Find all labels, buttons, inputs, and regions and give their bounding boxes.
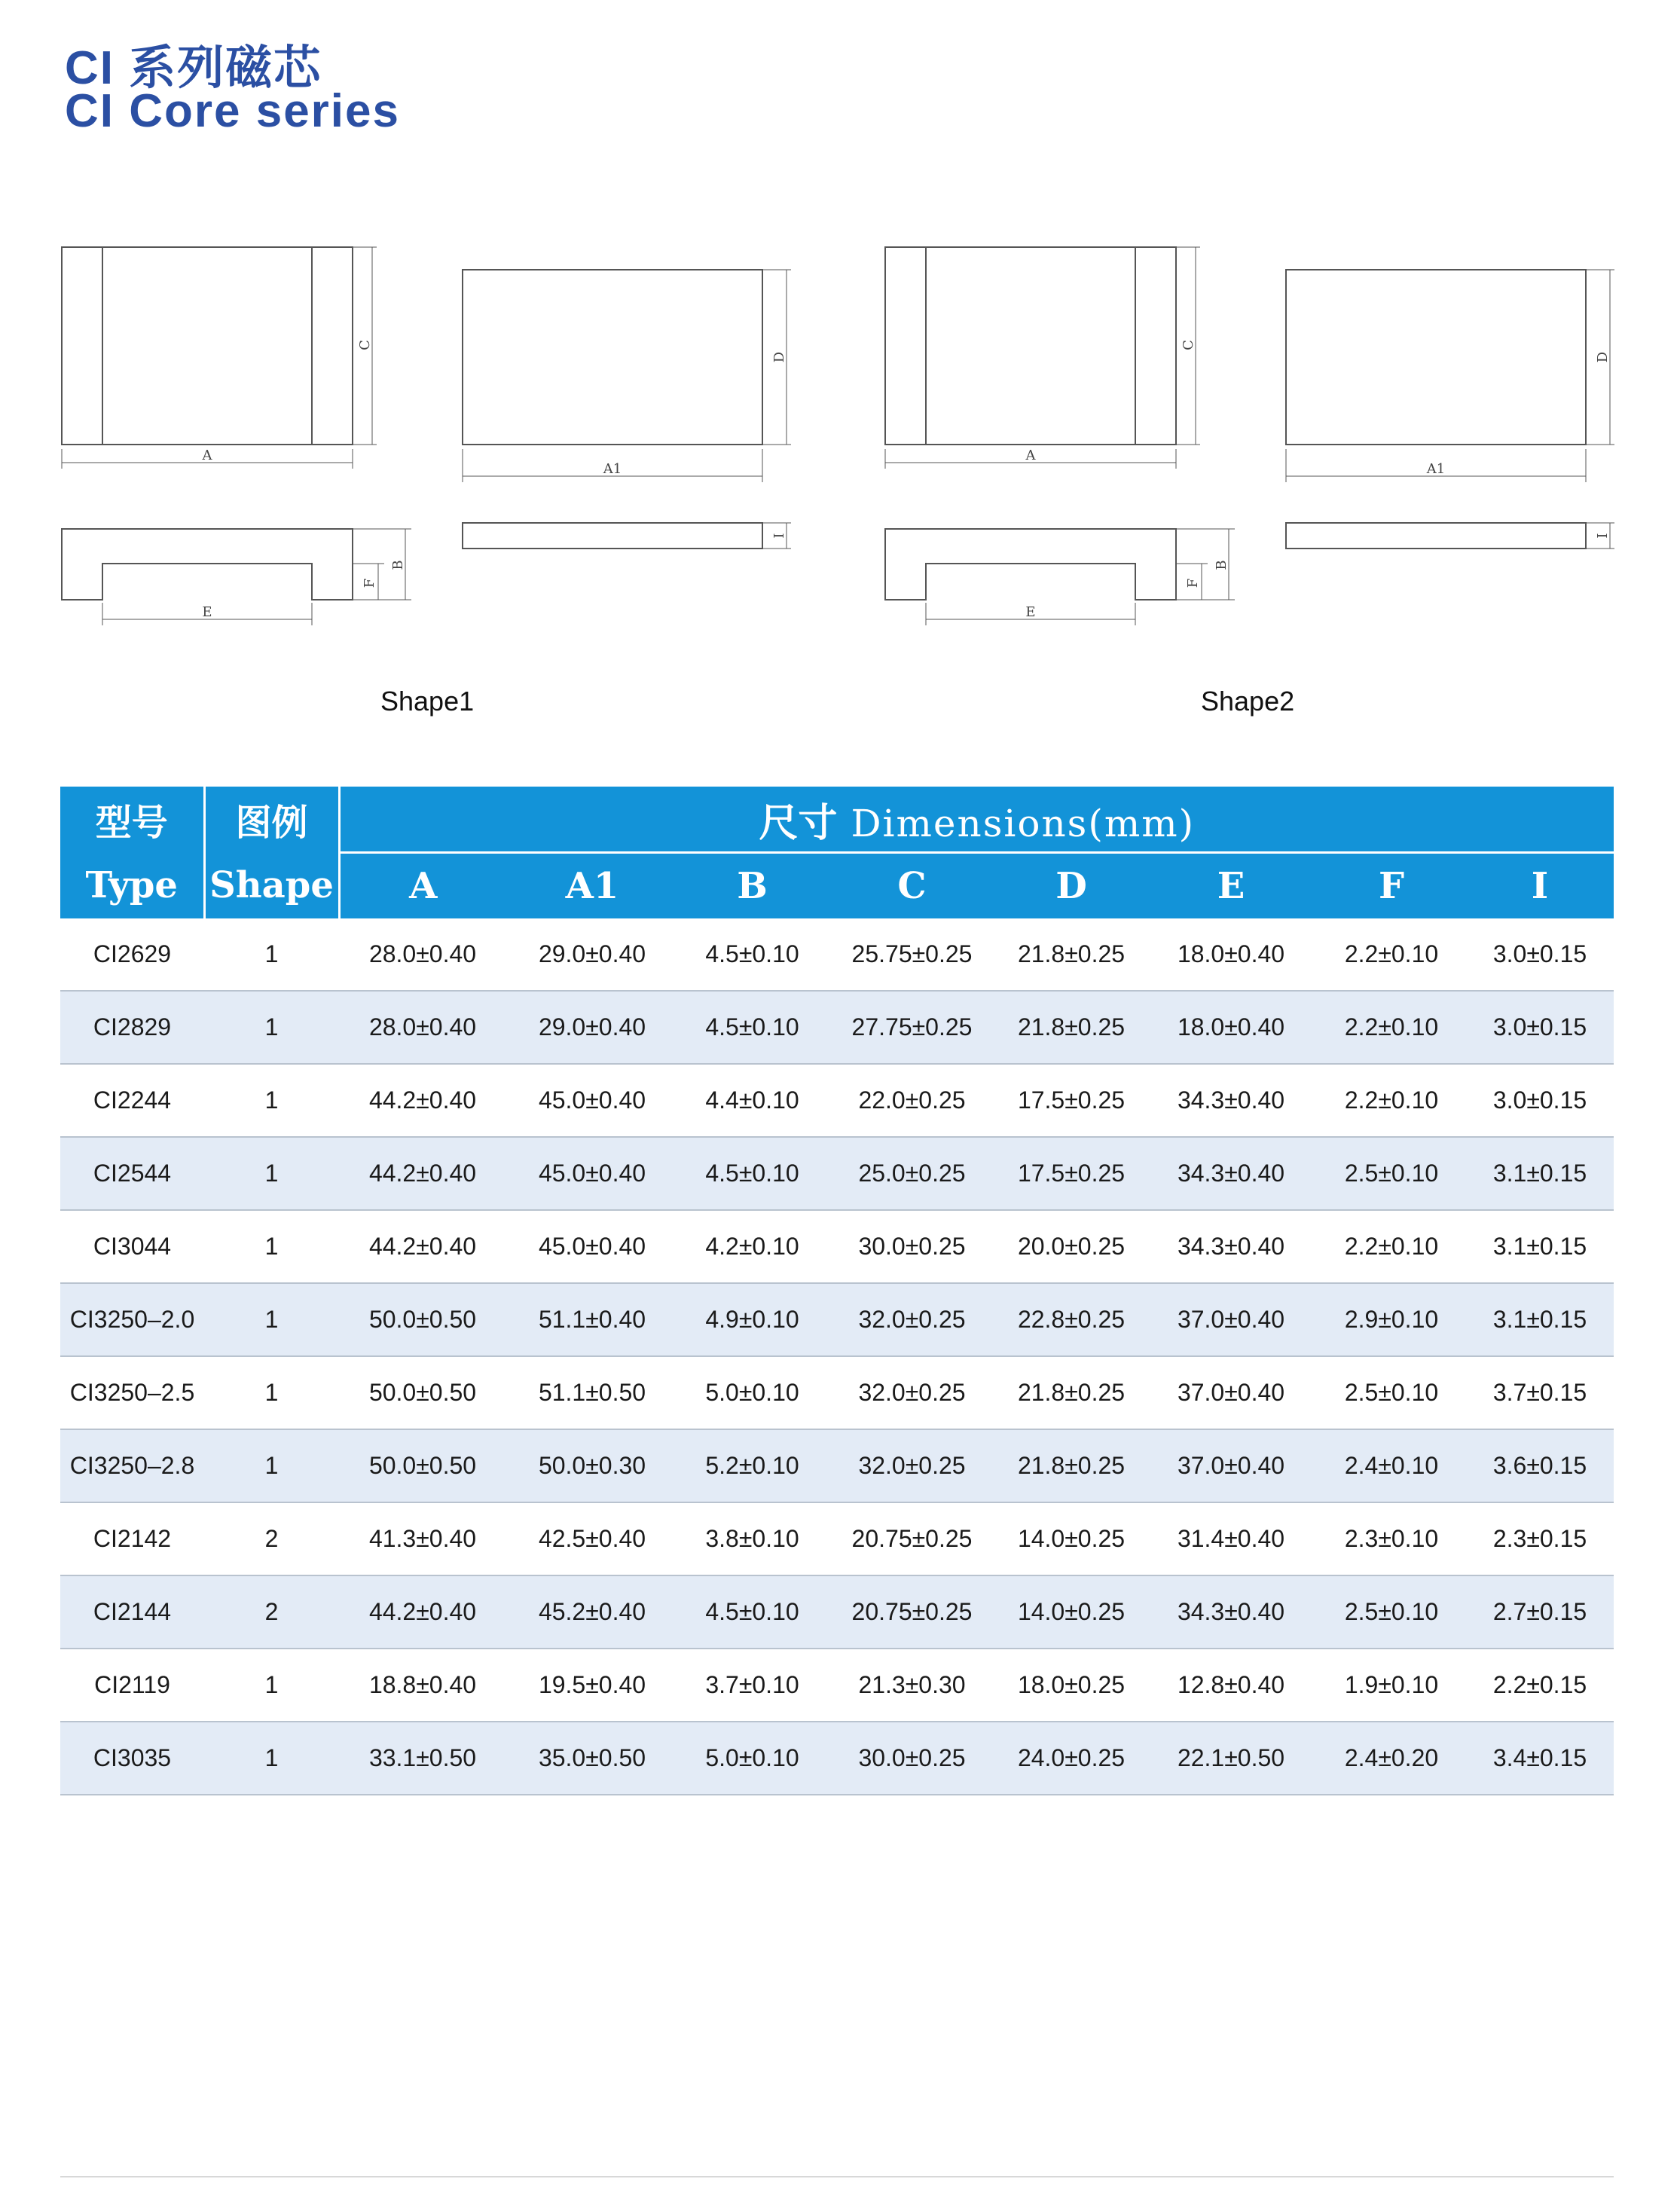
table-cell: CI3044 <box>60 1210 204 1283</box>
table-cell: CI2244 <box>60 1064 204 1137</box>
table-cell: 33.1±0.50 <box>339 1722 506 1795</box>
dim-title-cn: 尺寸 <box>759 799 838 846</box>
table-row <box>60 1064 1614 1137</box>
table-row <box>60 1502 1614 1575</box>
table-cell: 5.0±0.10 <box>678 1722 826 1795</box>
page-title-en: CI Core series <box>65 85 400 137</box>
table-cell: 21.3±0.30 <box>826 1649 997 1722</box>
table-cell: 12.8±0.40 <box>1145 1649 1317 1722</box>
table-cell: 50.0±0.30 <box>506 1429 678 1502</box>
table-cell: 34.3±0.40 <box>1145 1064 1317 1137</box>
table-cell: 5.0±0.10 <box>678 1356 826 1429</box>
table-cell: 4.5±0.10 <box>678 991 826 1064</box>
table-cell: 2 <box>204 1575 339 1649</box>
table-cell: 1 <box>204 1210 339 1283</box>
bottom-rule <box>60 2176 1614 2177</box>
shape1-plate-top <box>463 270 791 482</box>
table-row <box>60 1283 1614 1356</box>
table-cell: 20.75±0.25 <box>826 1575 997 1649</box>
table-cell: 22.8±0.25 <box>997 1283 1145 1356</box>
table-cell: 2.2±0.15 <box>1466 1649 1614 1722</box>
table-row <box>60 1356 1614 1429</box>
table-cell: 3.4±0.15 <box>1466 1722 1614 1795</box>
table-cell: CI2142 <box>60 1502 204 1575</box>
table-body <box>60 918 1614 1795</box>
table-cell: 2 <box>204 1502 339 1575</box>
label-a1: A1 <box>603 461 622 477</box>
table-cell: 5.2±0.10 <box>678 1429 826 1502</box>
table-cell: 2.7±0.15 <box>1466 1575 1614 1649</box>
table-cell: 2.3±0.10 <box>1317 1502 1466 1575</box>
table-row <box>60 1649 1614 1722</box>
shape1-side-view <box>62 529 411 625</box>
col-b: B <box>678 853 826 919</box>
table-cell: 45.0±0.40 <box>506 1210 678 1283</box>
table-cell: 1 <box>204 1649 339 1722</box>
table-cell: 1 <box>204 1137 339 1210</box>
table-cell: 24.0±0.25 <box>997 1722 1145 1795</box>
table-cell: 37.0±0.40 <box>1145 1429 1317 1502</box>
table-cell: 3.0±0.15 <box>1466 1064 1614 1137</box>
table-cell: 4.2±0.10 <box>678 1210 826 1283</box>
table-cell: CI2144 <box>60 1575 204 1649</box>
table-cell: 45.0±0.40 <box>506 1064 678 1137</box>
table-cell: CI2544 <box>60 1137 204 1210</box>
table-cell: 50.0±0.50 <box>339 1283 506 1356</box>
table-cell: 21.8±0.25 <box>997 1356 1145 1429</box>
table-cell: 45.0±0.40 <box>506 1137 678 1210</box>
table-cell: 51.1±0.50 <box>506 1356 678 1429</box>
label-b: B <box>390 560 406 570</box>
table-cell: 20.75±0.25 <box>826 1502 997 1575</box>
shape1-top-view <box>62 247 377 469</box>
table-cell: 29.0±0.40 <box>506 918 678 991</box>
table-cell: 3.6±0.15 <box>1466 1429 1614 1502</box>
table-cell: CI3250–2.5 <box>60 1356 204 1429</box>
table-cell: 1.9±0.10 <box>1317 1649 1466 1722</box>
table-cell: 4.9±0.10 <box>678 1283 826 1356</box>
table-row <box>60 1429 1614 1502</box>
shape2-plate-top <box>1286 270 1614 482</box>
table-cell: 34.3±0.40 <box>1145 1210 1317 1283</box>
table-cell: 44.2±0.40 <box>339 1210 506 1283</box>
shape2-plate-side <box>1286 523 1614 549</box>
label-e: E <box>202 604 212 620</box>
label-i: I <box>771 533 787 539</box>
label-a-2: A <box>1025 448 1036 463</box>
table-cell: 37.0±0.40 <box>1145 1283 1317 1356</box>
col-type-en: Type <box>60 853 204 919</box>
table-cell: 27.75±0.25 <box>826 991 997 1064</box>
table-cell: 19.5±0.40 <box>506 1649 678 1722</box>
dimensions-table <box>60 787 1614 1795</box>
col-i: I <box>1466 853 1614 919</box>
table-cell: 14.0±0.25 <box>997 1502 1145 1575</box>
col-c: C <box>826 853 997 919</box>
table-cell: 4.5±0.10 <box>678 1137 826 1210</box>
table-cell: 41.3±0.40 <box>339 1502 506 1575</box>
table-cell: 21.8±0.25 <box>997 991 1145 1064</box>
col-f: F <box>1317 853 1466 919</box>
label-e-2: E <box>1025 604 1036 620</box>
table-cell: 18.0±0.40 <box>1145 991 1317 1064</box>
table-cell: 25.75±0.25 <box>826 918 997 991</box>
table-cell: 18.0±0.25 <box>997 1649 1145 1722</box>
table-row <box>60 1137 1614 1210</box>
table-cell: 3.0±0.15 <box>1466 918 1614 991</box>
col-a1: A1 <box>506 853 678 919</box>
table-cell: 44.2±0.40 <box>339 1575 506 1649</box>
table-cell: 3.0±0.15 <box>1466 991 1614 1064</box>
col-a: A <box>339 853 506 919</box>
table-cell: 3.7±0.10 <box>678 1649 826 1722</box>
table-cell: 30.0±0.25 <box>826 1210 997 1283</box>
label-d-2: D <box>1595 351 1611 363</box>
shape2-caption: Shape2 <box>1201 686 1295 717</box>
table-cell: 1 <box>204 918 339 991</box>
table-cell: 1 <box>204 1283 339 1356</box>
table-cell: 4.5±0.10 <box>678 918 826 991</box>
table-cell: 42.5±0.40 <box>506 1502 678 1575</box>
table-cell: 30.0±0.25 <box>826 1722 997 1795</box>
table-cell: 50.0±0.50 <box>339 1429 506 1502</box>
table-cell: 2.2±0.10 <box>1317 1210 1466 1283</box>
table-row <box>60 1575 1614 1649</box>
page-title-cn: CI 系列磁芯 <box>65 42 322 94</box>
col-type-cn: 型号 <box>60 787 204 853</box>
table-cell: 2.5±0.10 <box>1317 1356 1466 1429</box>
table-cell: 22.0±0.25 <box>826 1064 997 1137</box>
table-cell: 22.1±0.50 <box>1145 1722 1317 1795</box>
label-c: C <box>357 340 373 350</box>
col-shape-cn: 图例 <box>204 787 339 853</box>
label-a: A <box>202 448 212 463</box>
table-cell: 44.2±0.40 <box>339 1064 506 1137</box>
table-cell: 1 <box>204 1429 339 1502</box>
table-cell: 4.4±0.10 <box>678 1064 826 1137</box>
table-cell: 29.0±0.40 <box>506 991 678 1064</box>
table-cell: CI3250–2.0 <box>60 1283 204 1356</box>
table-cell: 14.0±0.25 <box>997 1575 1145 1649</box>
table-cell: 3.7±0.15 <box>1466 1356 1614 1429</box>
table-cell: 2.5±0.10 <box>1317 1575 1466 1649</box>
table-cell: 32.0±0.25 <box>826 1356 997 1429</box>
table-cell: 50.0±0.50 <box>339 1356 506 1429</box>
table-cell: 35.0±0.50 <box>506 1722 678 1795</box>
label-c-2: C <box>1181 340 1196 350</box>
table-cell: 32.0±0.25 <box>826 1283 997 1356</box>
label-b-2: B <box>1214 560 1229 570</box>
table-cell: 1 <box>204 1722 339 1795</box>
table-cell: 1 <box>204 1064 339 1137</box>
table-cell: 3.1±0.15 <box>1466 1137 1614 1210</box>
table-row <box>60 1722 1614 1795</box>
shape1-plate-side <box>463 523 791 549</box>
dim-title-en: Dimensions(mm) <box>851 801 1196 845</box>
table-cell: 2.5±0.10 <box>1317 1137 1466 1210</box>
label-d: D <box>771 351 787 363</box>
shape1-caption: Shape1 <box>380 686 475 717</box>
table-cell: 51.1±0.40 <box>506 1283 678 1356</box>
table-cell: CI2119 <box>60 1649 204 1722</box>
table-cell: 20.0±0.25 <box>997 1210 1145 1283</box>
shape2-side-view <box>885 529 1235 625</box>
table-cell: 3.8±0.10 <box>678 1502 826 1575</box>
col-shape-en: Shape <box>204 853 339 919</box>
table-cell: 2.4±0.20 <box>1317 1722 1466 1795</box>
table-cell: 18.0±0.40 <box>1145 918 1317 991</box>
table-cell: 2.2±0.10 <box>1317 918 1466 991</box>
table-cell: 1 <box>204 1356 339 1429</box>
table-row <box>60 1210 1614 1283</box>
table-cell: 34.3±0.40 <box>1145 1575 1317 1649</box>
table-cell: CI3250–2.8 <box>60 1429 204 1502</box>
table-row <box>60 991 1614 1064</box>
table-cell: 32.0±0.25 <box>826 1429 997 1502</box>
table-cell: CI2629 <box>60 918 204 991</box>
table-cell: 44.2±0.40 <box>339 1137 506 1210</box>
table-cell: 31.4±0.40 <box>1145 1502 1317 1575</box>
table-cell: CI2829 <box>60 991 204 1064</box>
table-cell: 2.4±0.10 <box>1317 1429 1466 1502</box>
table-cell: CI3035 <box>60 1722 204 1795</box>
table-cell: 2.2±0.10 <box>1317 1064 1466 1137</box>
table-cell: 4.5±0.10 <box>678 1575 826 1649</box>
label-f-2: F <box>1185 578 1201 588</box>
label-f: F <box>362 578 377 588</box>
table-cell: 2.3±0.15 <box>1466 1502 1614 1575</box>
shape2-top-view <box>885 247 1200 469</box>
table-cell: 3.1±0.15 <box>1466 1283 1614 1356</box>
table-cell: 21.8±0.25 <box>997 1429 1145 1502</box>
table-row <box>60 918 1614 991</box>
table-cell: 18.8±0.40 <box>339 1649 506 1722</box>
table-cell: 28.0±0.40 <box>339 918 506 991</box>
table-cell: 3.1±0.15 <box>1466 1210 1614 1283</box>
dimensions-header <box>339 787 1614 853</box>
table-cell: 2.2±0.10 <box>1317 991 1466 1064</box>
table-cell: 17.5±0.25 <box>997 1137 1145 1210</box>
table-cell: 17.5±0.25 <box>997 1064 1145 1137</box>
table-cell: 21.8±0.25 <box>997 918 1145 991</box>
col-d: D <box>997 853 1145 919</box>
table-cell: 34.3±0.40 <box>1145 1137 1317 1210</box>
label-a1-2: A1 <box>1426 461 1446 477</box>
table-cell: 37.0±0.40 <box>1145 1356 1317 1429</box>
label-i-2: I <box>1595 533 1611 539</box>
table-cell: 1 <box>204 991 339 1064</box>
table-cell: 2.9±0.10 <box>1317 1283 1466 1356</box>
technical-drawings <box>0 0 1680 663</box>
col-e: E <box>1145 853 1317 919</box>
table-cell: 25.0±0.25 <box>826 1137 997 1210</box>
table-cell: 28.0±0.40 <box>339 991 506 1064</box>
table-cell: 45.2±0.40 <box>506 1575 678 1649</box>
